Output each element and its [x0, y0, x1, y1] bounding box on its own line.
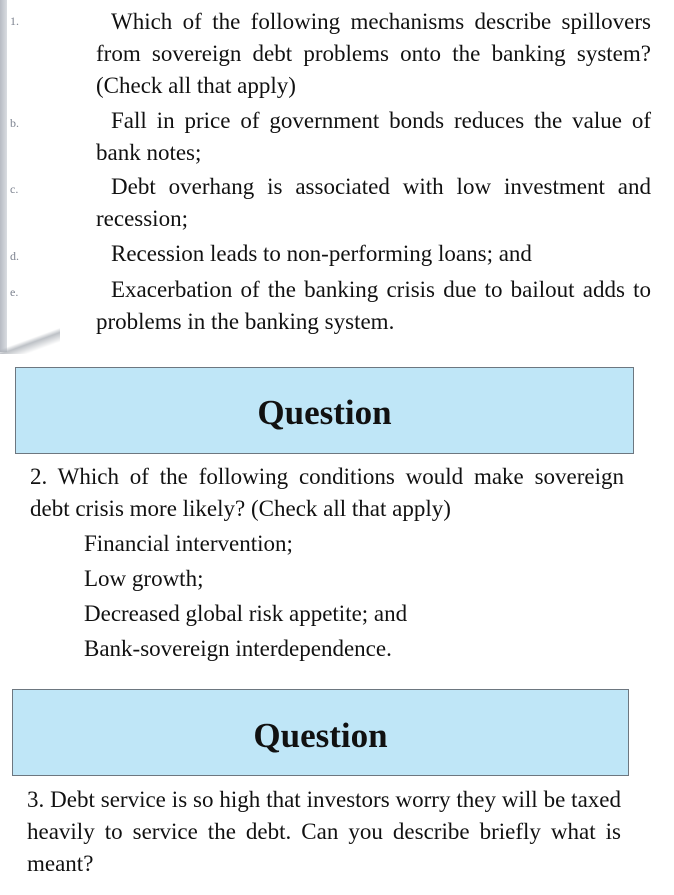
option-d-text: Recession leads to non-performing loans; and [111, 241, 532, 266]
question-3-header-box [12, 689, 629, 776]
option-c-text: Debt overhang is associated with low investment and recession; [96, 174, 651, 231]
option-e-text: Exacerbation of the banking crisis due to bailout adds to problems in the banking system. [96, 277, 651, 334]
question-3-header: Question [253, 716, 388, 755]
page-corner-fold [0, 328, 60, 354]
page-edge-bar [0, 0, 7, 352]
question-2-option-2: Low growth; [84, 566, 204, 591]
question-3-text: 3. Debt service is so high that investors worry they will be taxed heavily to service the debt. Can you describe briefly what is meant? [27, 787, 621, 876]
item-marker-e: e. [10, 285, 19, 299]
item-marker-d: d. [10, 249, 19, 263]
item-marker-b: b. [10, 116, 19, 130]
option-b-text: Fall in price of government bonds reduces the value of bank notes; [96, 108, 651, 165]
question-2-header: Question [257, 393, 392, 432]
question-2-header-box [15, 367, 634, 454]
question-1-text: Which of the following mechanisms describe spillovers from sovereign debt problems onto the banking system? (Check all that apply) [96, 9, 651, 98]
item-marker-1: 1. [10, 14, 19, 28]
question-2-option-4: Bank-sovereign interdependence. [84, 636, 392, 661]
question-2-option-1: Financial intervention; [84, 531, 293, 556]
question-2-option-3: Decreased global risk appetite; and [84, 601, 408, 626]
question-2-text: 2. Which of the following conditions would make sovereign debt crisis more likely? (Check all that apply) [30, 464, 624, 521]
item-marker-c: c. [10, 182, 19, 196]
